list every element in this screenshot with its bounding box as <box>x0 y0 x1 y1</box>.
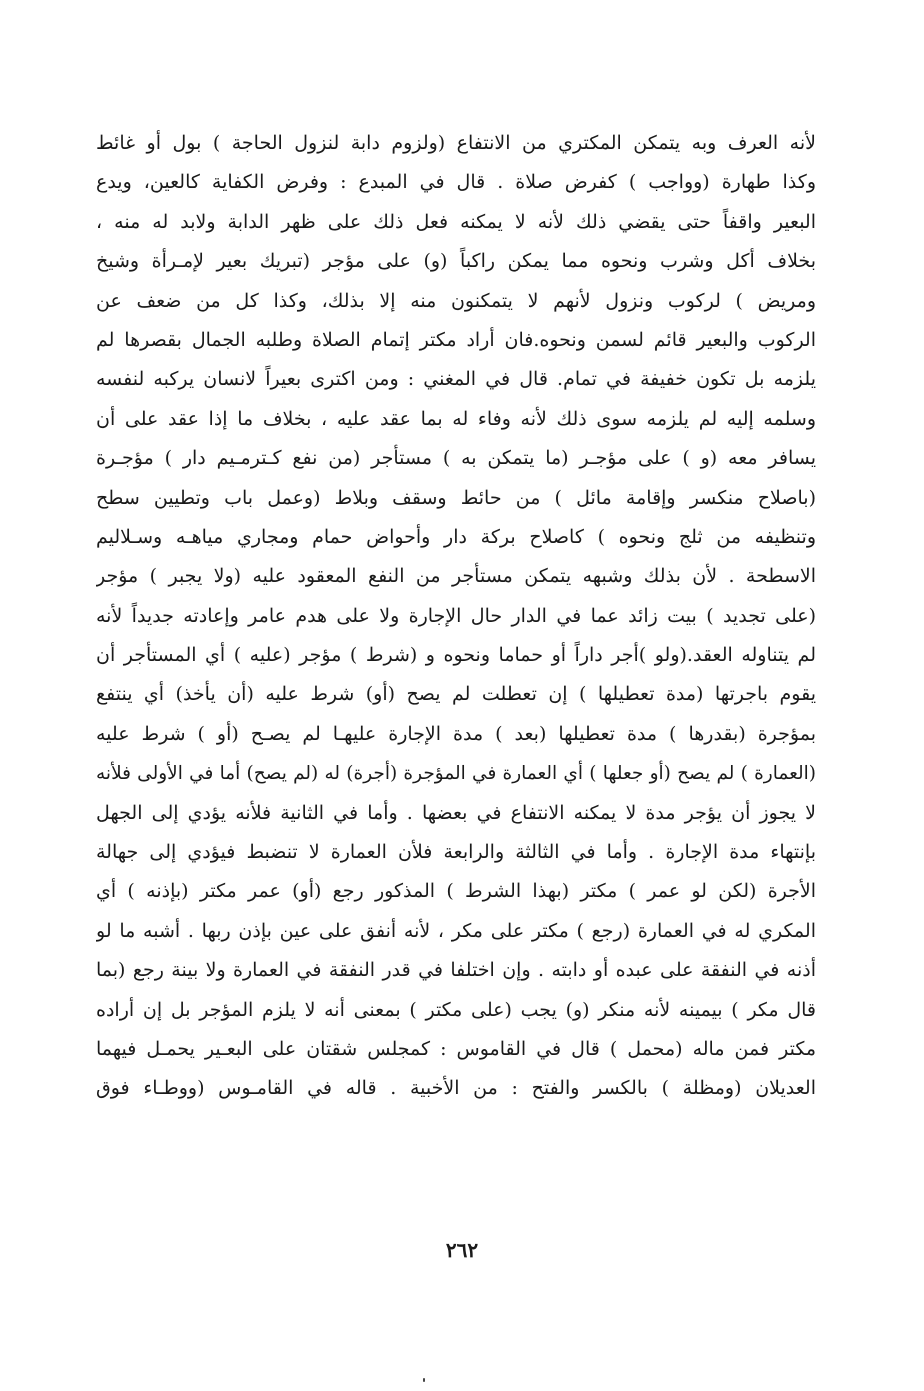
text-line: المكري له في العمارة (رجع ) مكتر على مكر ، لأنه أنفق على عين بإذن ربها . أشبه ما لو <box>96 919 816 942</box>
text-line: يسافر معه (و ) على مؤجـر (ما يتمكن به ) مستأجر (من نفع كـترمـيم دار ) مؤجـرة <box>96 447 816 470</box>
text-line: بمؤجرة (بقدرها ) مدة تعطيلها (بعد ) مدة الإجارة عليهـا لم يصـح (أو ) شرط عليه <box>96 722 816 745</box>
text-line: الركوب والبعير قائم لسمن ونحوه.فان أراد مكتر إتمام الصلاة وطلبه الجمال بقصرها لم <box>96 328 816 351</box>
body-text <box>96 124 816 1109</box>
text-line: بإنتهاء مدة الإجارة . وأما في الثالثة والرابعة فلأن العمارة لا تنضبط فيؤدي إلى جهالة <box>96 841 816 864</box>
text-line: ومريض ) لركوب ونزول لأنهم لا يتمكنون منه إلا بذلك، وكذا كل من ضعف عن <box>96 289 816 312</box>
text-line: الاسطحة . لأن بذلك وشبهه يتمكن مستأجر من النفع المعقود عليه (ولا يجبر ) مؤجر <box>96 565 816 588</box>
text-line: لأنه العرف وبه يتمكن المكتري من الانتفاع (ولزوم دابة لنزول الحاجة ) بول أو غائط <box>96 132 816 154</box>
text-line: مكتر فمن ماله (محمل ) قال في القاموس : كمجلس شقتان على البعـير يحمـل فيهما <box>96 1037 816 1060</box>
scan-speck <box>423 1378 425 1382</box>
text-line: بخلاف أكل وشرب ونحوه مما يمكن راكباً (و) على مؤجر (تبريك بعير لإمـرأة وشيخ <box>96 250 816 273</box>
text-line: (باصلاح منكسر وإقامة مائل ) من حائط وسقف وبلاط (وعمل باب وتطيين سطح <box>96 486 816 509</box>
text-line: وتنظيفه من ثلج ونحوه ) كاصلاح بركة دار وأحواض حمام ومجاري مياهـه وسـلاليم <box>96 525 816 548</box>
text-line: وسلمه إليه لم يلزمه سوى ذلك لأنه وفاء له بما عقد عليه ، بخلاف ما إذا عقد على أن <box>96 407 816 430</box>
text-line: يلزمه بل تكون خفيفة في تمام. قال في المغني : ومن اكترى بعيراً لانسان يركبه لنفسه <box>96 368 816 391</box>
text-line: (على تجديد ) بيت زائد عما في الدار حال الإجارة ولا على هدم عامر وإعادته جديداً لأنه <box>96 604 816 627</box>
text-line: قال مكر ) بيمينه لأنه منكر (و) يجب (على مكتر ) بمعنى أنه لا يلزم المؤجر بل إن أراده <box>96 998 816 1021</box>
text-line: وكذا طهارة (وواجب ) كفرض صلاة . قال في المبدع : وفرض الكفاية كالعين، ويدع <box>96 171 816 194</box>
text-line: لا يجوز أن يؤجر مدة لا يمكنه الانتفاع في بعضها . وأما في الثانية فلأنه يؤدي إلى الجهل <box>96 801 816 824</box>
text-line: أذنه في النفقة على عبده أو دابته . وإن اختلفا في قدر النفقة في العمارة ولا بينة رجع (بما <box>96 959 816 982</box>
text-line: (العمارة ) لم يصح (أو جعلها ) أي العمارة في المؤجرة (أجرة) له (لم يصح) أما في الأولى فلأنه <box>96 763 816 785</box>
text-line: يقوم باجرتها (مدة تعطيلها ) إن تعطلت لم يصح (أو) شرط عليه (أن يأخذ) أي ينتفع <box>96 683 816 706</box>
text-line: العديلان (ومظلة ) بالكسر والفتح : من الأخبية . قاله في القامـوس (ووطـاء فوق <box>96 1077 816 1100</box>
text-line: الأجرة (لكن لو عمر ) مكتر (بهذا الشرط ) المذكور رجع (أو) عمر مكتر (بإذنه ) أي <box>96 880 816 903</box>
text-line: البعير واقفاً حتى يقضي ذلك لأنه لا يمكنه فعل ذلك على ظهر الدابة ولابد له منه ، <box>96 210 816 233</box>
text-line: لم يتناوله العقد.(ولو )أجر داراً أو حماما ونحوه و (شرط ) مؤجر (عليه ) أي المستأجر أن <box>96 644 816 667</box>
page-number: ٢٦٢ <box>445 1238 479 1262</box>
